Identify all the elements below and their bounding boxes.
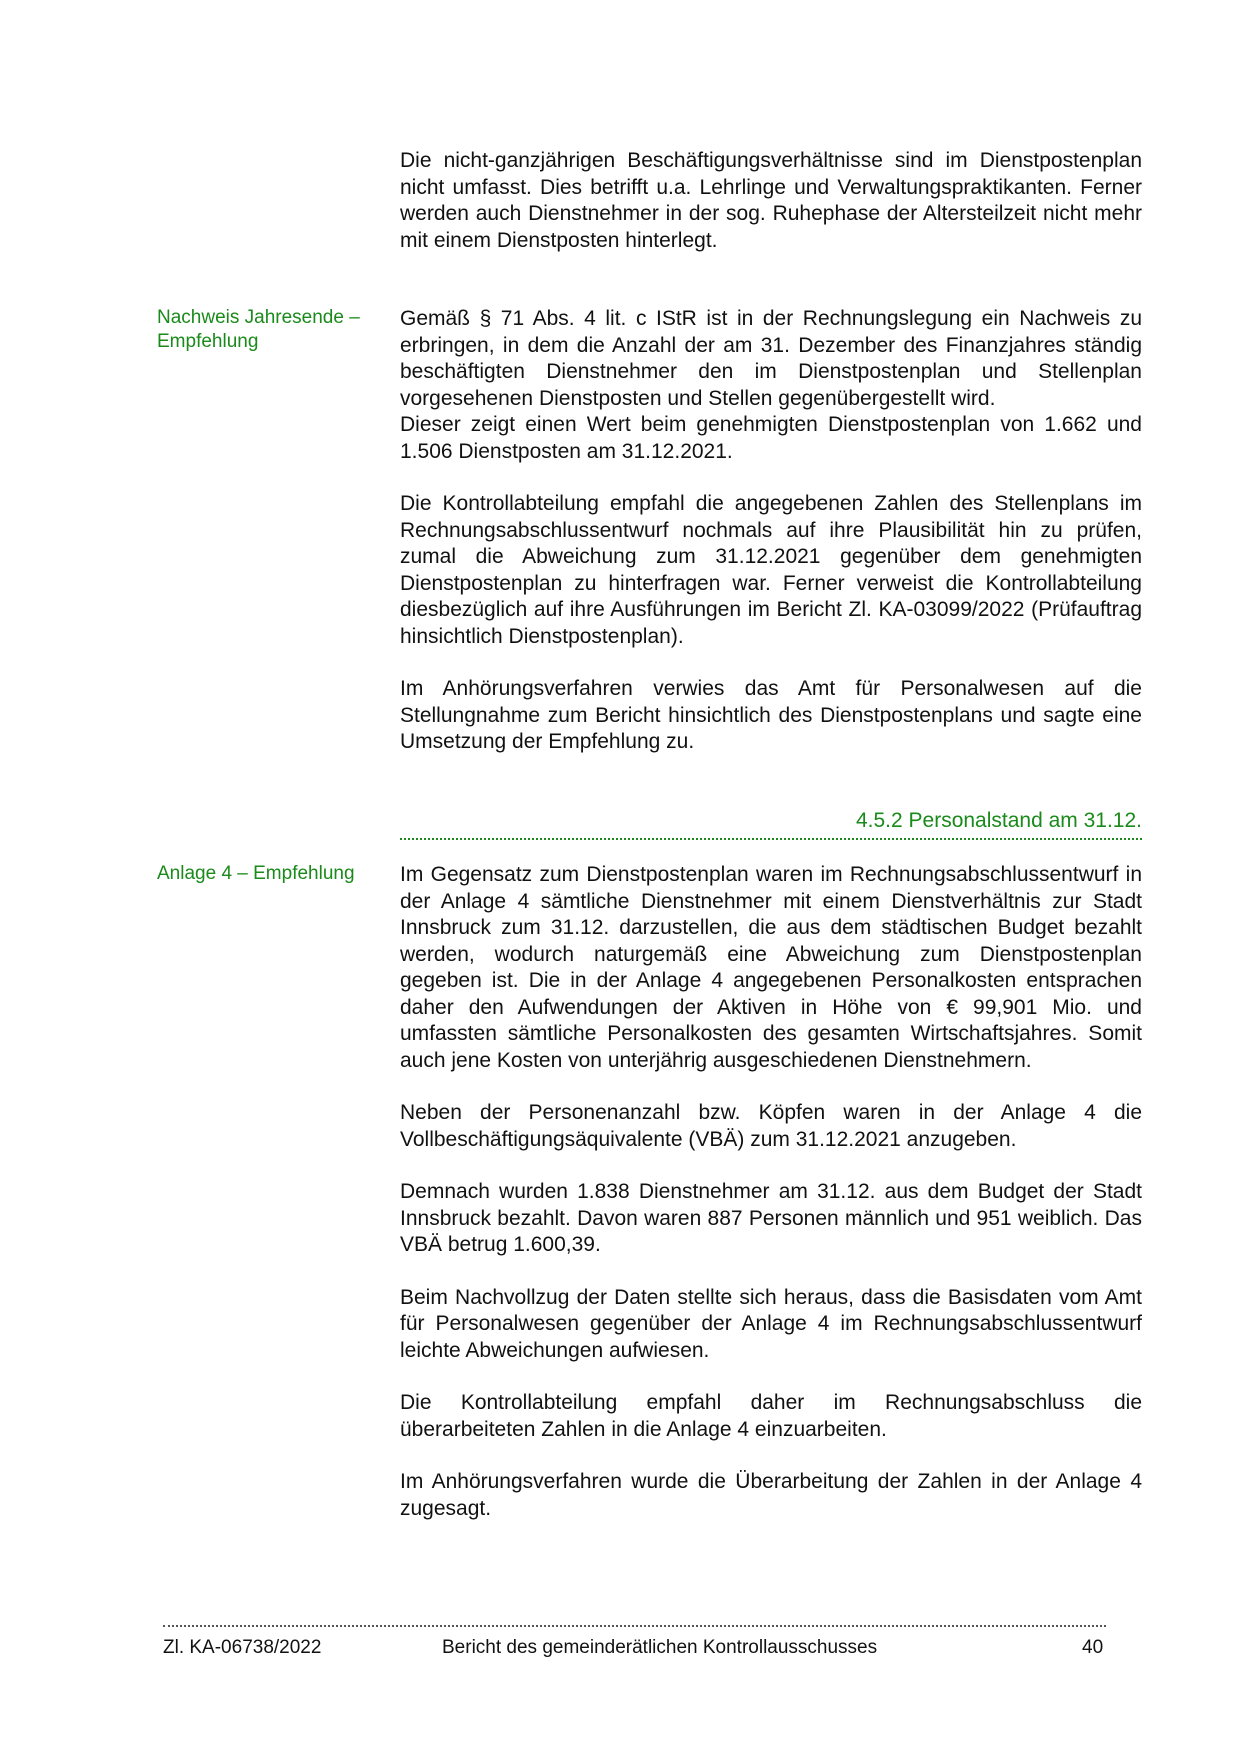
anlage-paragraph-2: Neben der Personenanzahl bzw. Köpfen waren in der Anlage 4 die Vollbeschäftigungsäquivalente (VBÄ) zum 31.12.2021 anzugeben. [400, 1101, 1142, 1151]
margin-label-anlage: Anlage 4 – Empfehlung [157, 863, 355, 884]
nachweis-paragraph-3: Die Kontrollabteilung empfahl die angegebenen Zahlen des Stellenplans im Rechnungsabschlussentwurf nochmals auf ihre Plausibilität hin zu prüfen, zumal die Abweichung zum 31.12.2021 gegenüber dem genehmigten Dienstpostenplan zu hinterfragen war. Ferner verweist die Kontrollabteilung diesbezüglich auf ihre Ausführungen im Bericht Zl. KA-03099/2022 (Prüfauftrag hinsichtlich Dienstpostenplan). [400, 492, 1142, 648]
section-heading: 4.5.2 Personalstand am 31.12. [855, 809, 1142, 832]
footer-page-number: 40 [1082, 1637, 1104, 1658]
anlage-paragraph-5: Die Kontrollabteilung empfahl daher im Rechnungsabschluss die überarbeiteten Zahlen in die Anlage 4 einzuarbeiten. [400, 1391, 1142, 1441]
anlage-paragraph-6: Im Anhörungsverfahren wurde die Überarbeitung der Zahlen in der Anlage 4 zugesagt. [400, 1470, 1142, 1520]
intro-block [400, 148, 1142, 254]
nachweis-paragraph-4: Im Anhörungsverfahren verwies das Amt für Personalwesen auf die Stellungnahme zum Bericht hinsichtlich des Dienstpostenplans und sagte eine Umsetzung der Empfehlung zu. [400, 677, 1142, 753]
anlage-paragraph-3: Demnach wurden 1.838 Dienstnehmer am 31.12. aus dem Budget der Stadt Innsbruck bezahlt. Davon waren 887 Personen männlich und 951 weiblich. Das VBÄ betrug 1.600,39. [400, 1180, 1142, 1256]
nachweis-paragraph-1: Gemäß § 71 Abs. 4 lit. c IStR ist in der Rechnungslegung ein Nachweis zu erbringen, in dem die Anzahl der am 31. Dezember des Finanzjahres ständig beschäftigten Dienstnehmer den im Dienstpostenplan und Stellenplan vorgesehenen Dienstposten und Stellen gegenübergestellt wird. [400, 307, 1142, 410]
section-heading-rule [400, 838, 1142, 840]
nachweis-block [400, 306, 1142, 756]
intro-paragraph: Die nicht-ganzjährigen Beschäftigungsverhältnisse sind im Dienstpostenplan nicht umfasst. Dies betrifft u.a. Lehrlinge und Verwaltungspraktikanten. Ferner werden auch Dienstnehmer in der sog. Ruhephase der Altersteilzeit nicht mehr mit einem Dienstposten hinterlegt. [400, 149, 1142, 252]
anlage-paragraph-1: Im Gegensatz zum Dienstpostenplan waren im Rechnungsabschlussentwurf in der Anlage 4 sämtliche Dienstnehmer mit einem Dienstverhältnis zur Stadt Innsbruck zum 31.12. darzustellen, die aus dem städtischen Budget bezahlt werden, wodurch naturgemäß eine Abweichung zum Dienstpostenplan gegeben ist. Die in der Anlage 4 angegebenen Personalkosten entsprachen daher den Aufwendungen der Aktiven in Höhe von € 99,901 Mio. und umfassten sämtliche Personalkosten des gesamten Wirtschaftsjahres. Somit auch jene Kosten von unterjährig ausgeschiedenen Dienstnehmern. [400, 863, 1142, 1072]
margin-label-nachweis: Nachweis Jahresende – Empfehlung [157, 307, 360, 352]
anlage-block [400, 862, 1142, 1522]
nachweis-paragraph-2: Dieser zeigt einen Wert beim genehmigten Dienstpostenplan von 1.662 und 1.506 Dienstposten am 31.12.2021. [400, 413, 1142, 463]
footer-rule [163, 1625, 1106, 1627]
footer-title: Bericht des gemeinderätlichen Kontrollausschusses [442, 1637, 878, 1658]
footer-reference: Zl. KA-06738/2022 [163, 1637, 322, 1658]
anlage-paragraph-4: Beim Nachvollzug der Daten stellte sich heraus, dass die Basisdaten vom Amt für Personalwesen gegenüber der Anlage 4 im Rechnungsabschlussentwurf leichte Abweichungen aufwiesen. [400, 1285, 1142, 1362]
